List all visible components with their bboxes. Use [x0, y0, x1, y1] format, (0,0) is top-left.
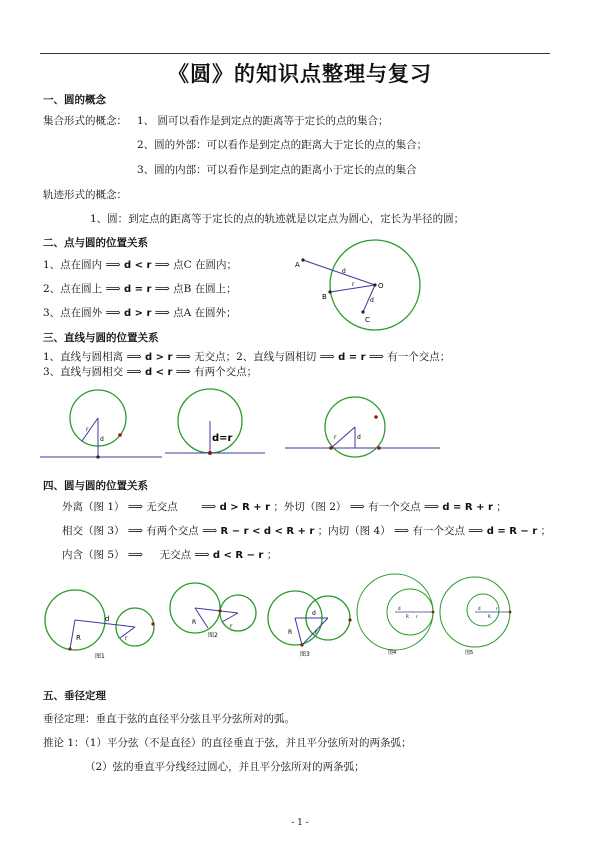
fig1-caption: 图1 — [95, 653, 105, 660]
label-d: d — [357, 434, 361, 441]
label-r: r — [416, 614, 418, 619]
fig5-caption: 图5 — [465, 650, 474, 656]
center-point — [373, 283, 376, 286]
circle-rule-3a: 内含（图 5） — [62, 549, 125, 561]
label-r: r — [334, 434, 337, 441]
circle-rule-1b: 无交点 — [146, 501, 178, 513]
label-R: R — [76, 634, 81, 642]
fig1-R — [70, 620, 75, 649]
circle-rule-3c: ； — [266, 549, 278, 561]
line-rule-1c: 有一个交点； — [387, 351, 451, 363]
label-C: C — [365, 316, 370, 324]
implies-arrow: ⟹ — [105, 307, 121, 319]
line-circle-figures — [40, 385, 460, 470]
section-4-heading: 四、圆与圆的位置关系 — [43, 480, 148, 492]
label-d-equals-r: d=r — [212, 433, 233, 444]
label-B: B — [322, 293, 327, 301]
circle-rule-2d: 有一个交点 — [412, 525, 465, 537]
implies-arrow: ⟹ — [424, 501, 440, 513]
set-concept-label: 集合形式的概念： — [43, 115, 127, 127]
point-rule-3-pre: 3、点在圆外 — [43, 307, 103, 319]
implies-arrow: ⟹ — [201, 501, 217, 513]
point-rule-3-post: 点A 在圆外； — [173, 307, 237, 319]
implies-arrow: ⟹ — [202, 525, 218, 537]
implies-arrow: ⟹ — [349, 501, 365, 513]
circle-rule-rel-1: d > R + r — [219, 502, 271, 513]
circle-rule-1c: ；外切（图 2） — [273, 501, 347, 513]
label-d-A: d — [342, 268, 346, 275]
point-rule-1 — [43, 258, 237, 273]
circle-rule-1a: 外离（图 1） — [62, 501, 125, 513]
line-rule-rel-3: d < r — [144, 367, 173, 378]
set-item-2: 2、圆的外部：可以看作是到定点的距离大于定长的点的集合； — [137, 139, 428, 151]
tangent-point — [218, 609, 221, 612]
label-d: d — [100, 436, 104, 443]
circle-rule-2b: 有两个交点 — [146, 525, 199, 537]
point-rule-1-pre: 1、点在圆内 — [43, 259, 103, 271]
fig2-caption: 图2 — [208, 632, 218, 639]
line-rule-rel-2: d = r — [338, 352, 366, 363]
label-R: R — [488, 614, 491, 619]
label-d: d — [105, 615, 110, 623]
intersection-point — [377, 446, 381, 450]
circle-rule-2a: 相交（图 3） — [62, 525, 125, 537]
point-rule-3-rel: d > r — [123, 308, 152, 319]
label-r: r — [125, 635, 128, 642]
fig3-R — [295, 618, 302, 645]
implies-arrow: ⟹ — [126, 366, 142, 378]
label-d: d — [312, 610, 316, 617]
line-rule-1a: 1、直线与圆相离 — [43, 351, 124, 363]
page-title: 《圆》的知识点整理与复习 — [168, 61, 432, 86]
label-d-C: d — [370, 297, 374, 304]
point-C — [361, 310, 364, 313]
implies-arrow: ⟹ — [127, 549, 143, 561]
circle-point — [509, 611, 512, 614]
point-rule-1-post: 点C 在圆内； — [173, 259, 237, 271]
circle-rule-3 — [62, 548, 277, 563]
label-R: R — [406, 614, 409, 619]
point-rule-3 — [43, 306, 237, 321]
fig3-caption: 图3 — [300, 651, 310, 658]
circle-rule-rel-2: d = R + r — [442, 502, 493, 513]
point-rule-2 — [43, 282, 237, 297]
tangent-point — [432, 611, 435, 614]
fig2-r — [222, 613, 238, 622]
point-A — [301, 258, 304, 261]
section-3-heading: 三、直线与圆的位置关系 — [43, 332, 159, 344]
circle-rule-1e: ； — [496, 501, 507, 513]
fig1-r — [120, 627, 135, 638]
label-r: r — [352, 281, 355, 288]
label-O: O — [378, 282, 384, 290]
point-circle-figure — [290, 240, 430, 340]
separate-r — [82, 418, 98, 441]
circle-rule-2e: ； — [540, 525, 552, 537]
label-d: d — [478, 606, 481, 611]
label-r: r — [315, 629, 318, 636]
label-d: d — [398, 606, 401, 611]
circle-point — [68, 647, 71, 650]
line-rule-rel-1: d > r — [144, 352, 173, 363]
circle-point — [151, 622, 154, 625]
circle-point — [118, 433, 122, 437]
implies-arrow: ⟹ — [154, 307, 170, 319]
line-rule-1 — [43, 350, 450, 365]
fig4-caption: 图4 — [388, 650, 397, 656]
line-rule-2b: 有两个交点； — [194, 366, 258, 378]
implies-arrow: ⟹ — [154, 259, 170, 271]
perpendicular-diameter-theorem: 垂径定理：垂直于弦的直径平分弦且平分弦所对的弧。 — [43, 713, 295, 725]
section-1-heading: 一、圆的概念 — [43, 94, 106, 106]
circle-circle-figures — [40, 570, 520, 670]
locus-item-1: 1、圆：到定点的距离等于定长的点的轨迹就是以定点为圆心，定长为半径的圆； — [90, 213, 465, 225]
foot-point — [96, 455, 99, 458]
circle-rule-3b: 无交点 — [159, 549, 192, 561]
label-R: R — [192, 619, 197, 626]
circle-rule-rel-5: d < R − r — [212, 550, 264, 561]
point-rule-2-rel: d = r — [123, 284, 152, 295]
implies-arrow: ⟹ — [127, 501, 143, 513]
implies-arrow: ⟹ — [175, 351, 191, 363]
locus-concept-label: 轨迹形式的概念： — [43, 189, 127, 201]
label-R: R — [288, 629, 293, 636]
label-r: r — [496, 606, 498, 611]
circle-rule-2c: ；内切（图 4） — [317, 525, 391, 537]
label-r: r — [86, 426, 89, 433]
implies-arrow: ⟹ — [394, 525, 410, 537]
circle-point — [374, 415, 378, 419]
set-item-1: 1、 圆可以看作是到定点的距离等于定长的点的集合； — [137, 115, 389, 127]
header-rule — [40, 53, 550, 54]
implies-arrow: ⟹ — [468, 525, 484, 537]
circle-rule-rel-4: d = R − r — [486, 526, 538, 537]
implies-arrow: ⟹ — [319, 351, 335, 363]
implies-arrow: ⟹ — [194, 549, 210, 561]
fig2-R — [195, 608, 208, 628]
implies-arrow: ⟹ — [154, 283, 170, 295]
segment-OA — [303, 260, 375, 285]
line-rule-1b: 无交点；2、直线与圆相切 — [194, 351, 317, 363]
label-r: r — [230, 623, 233, 630]
intersection-point — [329, 446, 333, 450]
intersection-point — [300, 643, 303, 646]
section-5-heading: 五、垂径定理 — [43, 690, 106, 702]
implies-arrow: ⟹ — [368, 351, 384, 363]
point-rule-2-pre: 2、点在圆上 — [43, 283, 103, 295]
line-rule-2 — [43, 365, 257, 380]
tangent-point — [208, 451, 212, 455]
implies-arrow: ⟹ — [105, 283, 121, 295]
implies-arrow: ⟹ — [127, 525, 143, 537]
page-number: - 1 - — [291, 818, 309, 828]
implies-arrow: ⟹ — [105, 259, 121, 271]
point-rule-2-post: 点B 在圆上； — [173, 283, 237, 295]
set-item-3: 3、圆的内部：可以看作是到定点的距离小于定长的点的集合 — [137, 164, 417, 176]
corollary-1-1: 推论 1：（1）平分弦（不是直径）的直径垂直于弦，并且平分弦所对的两条弧； — [43, 737, 412, 749]
implies-arrow: ⟹ — [126, 351, 142, 363]
circle-rule-2 — [62, 524, 551, 539]
circle-rule-1d: 有一个交点 — [368, 501, 421, 513]
circle-point — [348, 618, 351, 621]
line-rule-2a: 3、直线与圆相交 — [43, 366, 124, 378]
implies-arrow: ⟹ — [175, 366, 191, 378]
point-rule-1-rel: d < r — [123, 260, 152, 271]
label-A: A — [295, 261, 300, 269]
section-2-heading: 二、点与圆的位置关系 — [43, 237, 148, 249]
corollary-1-2: （2）弦的垂直平分线经过圆心，并且平分弦所对的两条弧； — [85, 761, 365, 773]
point-B — [328, 290, 331, 293]
fig2-d — [195, 608, 238, 613]
circle-rule-1 — [62, 500, 507, 515]
fig5-small-circle — [467, 594, 499, 626]
circle-rule-rel-3: R − r < d < R + r — [220, 526, 315, 537]
